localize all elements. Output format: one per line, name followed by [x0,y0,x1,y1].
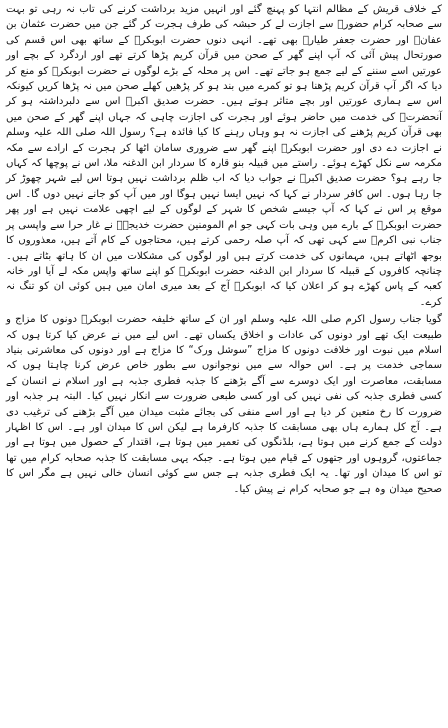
paragraph-1: کے خلاف قریش کے مظالم انتہا کو پہنچ گئے اور انہیں مزید برداشت کرنے کی تاب نہ رہی تو بہت سے صحابہ کرام حضورؐ سے اجازت لے کر حبشہ کی طرف ہجرت کر گئے جن میں حضرت عثمان بن عفانؓ اور حضرت جعفر طیارؓ بھی تھے۔ انہی دنوں حضرت ابوبکرؓ کے ساتھ بھی اس قسم کی صورتحال پیش آئی کہ آپ اپنے گھر کے صحن میں قرآن کریم پڑھا کرتے تھے اور اردگرد کے بچے اور عورتیں اسے سننے کے لیے جمع ہو جاتے تھے۔ اس پر محلہ کے بڑے لوگوں نے حضرت ابوبکرؓ کو منع کر دیا کہ اگر آپ قرآن کریم پڑھنا ہو تو کمرے میں بند ہو کر پڑھیں کھلے صحن میں نہ پڑھا کریں کیونکہ اس سے ہماری عورتیں اور بچے متاثر ہوتے ہیں۔ حضرت صدیق اکبرؓ اس سے دلبرداشتہ ہو کر آنحضرتؐ کی خدمت میں حاضر ہوئے اور ہجرت کی اجازت چاہی کہ جہاں اپنے گھر کے صحن میں بھی قرآن کریم پڑھنے کی اجازت نہ ہو وہاں رہنے کا کیا فائدہ ہے؟ رسول اللہ صلی اللہ علیہ وسلم نے اجازت دے دی اور حضرت ابوبکرؓ اپنے گھر سے ضروری سامان اٹھا کر ہجرت کے ارادے سے مکہ مکرمہ سے نکل کھڑے ہوئے۔ راستے میں قبیلہ بنو قارہ کا سردار ابن الدغنہ ملا، اس نے پوچھا کہ کہاں جا رہے ہو؟ حضرت صدیق اکبرؓ نے جواب دیا کہ اب ظلم برداشت نہیں ہوتا اس لیے شہر چھوڑ کر جا رہا ہوں۔ اس کافر سردار نے کہا کہ نہیں ایسا نہیں ہوگا اور میں آپ کو جانے نہیں دوں گا۔ اس موقع پر اس نے کہا کہ آپ جیسے شخص کا شہر کے لوگوں کے لیے اچھی علامت نہیں ہے اور پھر حضرت ابوبکرؓ کے بارے میں وہی بات کہی جو ام المومنین حضرت خدیجہؓ نے غار حرا سے واپسی پر جناب نبی اکرمؐ سے کہی تھی کہ آپ صلہ رحمی کرتے ہیں، محتاجوں کے کام آتے ہیں، معذوروں کا بوجھ اٹھاتے ہیں، مہمانوں کی خدمت کرتے ہیں اور لوگوں کی مشکلات میں ان کا ہاتھ بٹاتے ہیں۔ چنانچہ کافروں کے قبیلہ کا سردار ابن الدغنہ حضرت ابوبکرؓ کو اپنے ساتھ واپس مکہ لے آیا اور خانہ کعبہ کے پاس کھڑے ہو کر اعلان کیا کہ ابوبکرؓ آج کے بعد میری امان میں ہیں کوئی ان کو تنگ نہ کرے۔ [6,4,442,308]
paragraph-2: گویا جناب رسول اکرم صلی اللہ علیہ وسلم اور ان کے ساتھ خلیفہ حضرت ابوبکرؓ دونوں کا مزاج و طبیعت ایک تھے اور دونوں کی عادات و اخلاق یکساں تھے۔ اس لیے میں نے عرض کیا کرتا ہوں کہ اسلام میں نبوت اور خلافت دونوں کا مزاج ”سوشل ورک“ کا مزاج ہے اور دونوں کی معاشرتی بنیاد سماجی خدمت پر ہے۔ اس حوالہ سے میں نوجوانوں سے بطور خاص عرض کرنا چاہتا ہوں کہ مسابقت، معاصرت اور ایک دوسرے سے آگے بڑھنے کا جذبہ فطری جذبہ ہے اور اسلام نے انسان کے کسی فطری جذبہ کی نفی نہیں کی اور کسی طبعی ضرورت سے انکار نہیں کیا۔ البتہ ہر جذبہ اور ضرورت کا رخ متعین کر دیا ہے اور اسے منفی کی بجائے مثبت میدان میں آگے بڑھنے کی ترغیب دی ہے۔ آج کل ہمارے ہاں بھی مسابقت کا جذبہ کارفرما ہے لیکن اس کا میدان اور ہے۔ اس کا اظہار دولت کے جمع کرنے میں ہوتا ہے، بلڈنگوں کی تعمیر میں ہوتا ہے، اقتدار کے حصول میں ہوتا ہے اور جماعتوں، گروہوں اور جتھوں کے قیام میں ہوتا ہے۔ جبکہ یہی مسابقت کا جذبہ صحابہ کرام میں تھا تو اس کا میدان اور تھا۔ یہ ایک فطری جذبہ ہے جس سے کوئی انسان خالی نہیں ہے مگر اس کا صحیح میدان وہ ہے جو صحابہ کرام نے پیش کیا۔ [6,314,442,495]
article-body [6,2,442,497]
